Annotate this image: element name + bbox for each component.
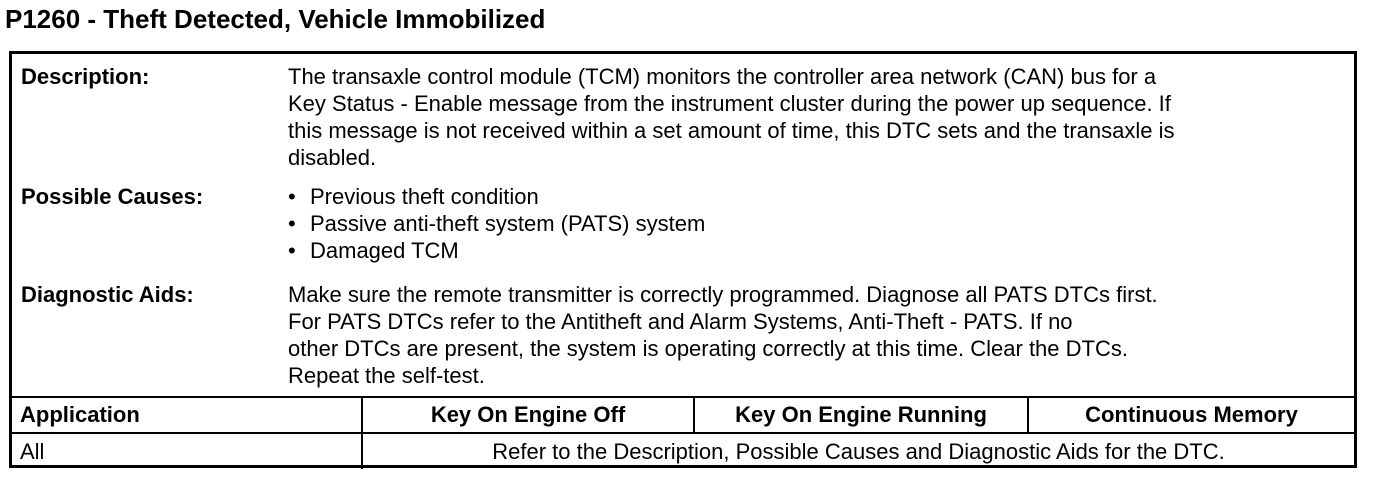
description-line: this message is not received within a set amount of time, this DTC sets and the transaxle is [288, 118, 1175, 143]
table-cell-application: All [12, 433, 362, 469]
possible-causes-label: Possible Causes: [21, 184, 204, 209]
dtc-info-box [9, 51, 1357, 468]
cause-text: Previous theft condition [310, 184, 539, 209]
bullet-icon: • [288, 211, 296, 236]
diagnostic-aids-line: Repeat the self-test. [288, 363, 485, 388]
diagnostic-aids-line: other DTCs are present, the system is operating correctly at this time. Clear the DTCs. [288, 336, 1128, 361]
page-title: P1260 - Theft Detected, Vehicle Immobilized [5, 4, 546, 34]
cause-item [288, 237, 1348, 264]
table-header-cell: Continuous Memory [1028, 397, 1354, 433]
description-line: disabled. [288, 145, 377, 170]
bullet-icon: • [288, 184, 296, 209]
diagnostic-aids-label: Diagnostic Aids: [21, 282, 194, 307]
table-header-cell: Application [12, 397, 362, 433]
diagnostic-aids-line: For PATS DTCs refer to the Antitheft and Alarm Systems, Anti-Theft - PATS. If no [288, 309, 1073, 334]
table-row [12, 433, 1354, 469]
cause-item [288, 183, 1348, 210]
cause-item [288, 210, 1348, 237]
diagnostic-aids-line: Make sure the remote transmitter is correctly programmed. Diagnose all PATS DTCs first. [288, 282, 1158, 307]
description-line: The transaxle control module (TCM) monitors the controller area network (CAN) bus for a [288, 64, 1157, 89]
table-header-cell: Key On Engine Off [362, 397, 694, 433]
description-line: Key Status - Enable message from the instrument cluster during the power up sequence. If [288, 91, 1171, 116]
diagnostic-aids-text [288, 281, 1348, 389]
description-text [288, 63, 1348, 171]
monitor-table [12, 396, 1354, 469]
table-header-cell: Key On Engine Running [694, 397, 1028, 433]
cause-text: Damaged TCM [310, 238, 459, 263]
table-header-row [12, 397, 1354, 433]
table-cell-merged: Refer to the Description, Possible Causes and Diagnostic Aids for the DTC. [362, 433, 1354, 469]
description-label: Description: [21, 64, 150, 89]
bullet-icon: • [288, 238, 296, 263]
cause-text: Passive anti-theft system (PATS) system [310, 211, 706, 236]
possible-causes-list [288, 183, 1348, 264]
